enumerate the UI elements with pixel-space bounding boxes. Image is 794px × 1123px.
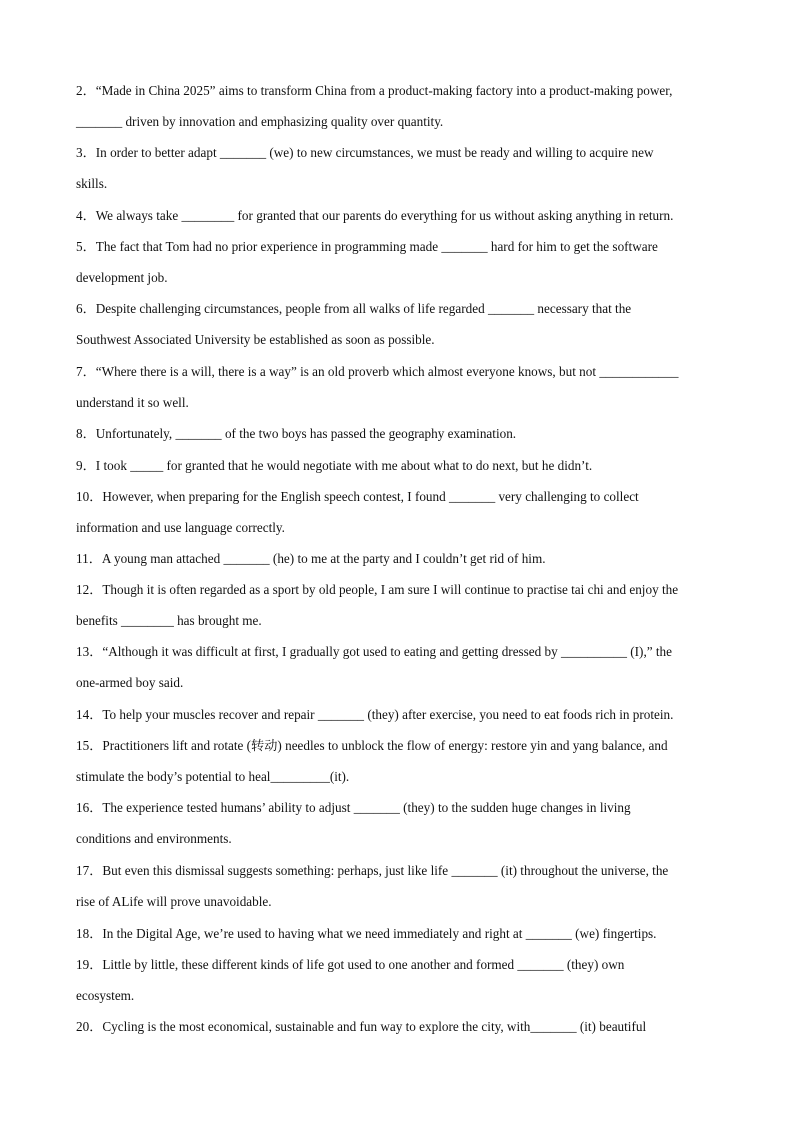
question-line: development job. <box>76 270 168 285</box>
question-line: 20．Cycling is the most economical, sustainable and fun way to explore the city, with_______ (it) beautiful <box>76 1019 647 1034</box>
question-line: 11．A young man attached _______ (he) to me at the party and I couldn’t get rid of him. <box>76 551 546 566</box>
question-item <box>76 1011 724 1042</box>
question-line: benefits ________ has brought me. <box>76 613 262 628</box>
question-line: 18．In the Digital Age, we’re used to having what we need immediately and right at _______ (we) fingertips. <box>76 926 657 941</box>
question-line: stimulate the body’s potential to heal_________(it). <box>76 769 350 784</box>
question-item <box>76 75 724 137</box>
question-line: 9．I took _____ for granted that he would negotiate with me about what to do next, but he didn’t. <box>76 458 593 473</box>
question-line: 5．The fact that Tom had no prior experience in programming made _______ hard for him to get the software <box>76 239 658 254</box>
question-line: 4．We always take ________ for granted that our parents do everything for us without asking anything in return. <box>76 208 674 223</box>
question-item <box>76 699 724 730</box>
question-line: rise of ALife will prove unavoidable. <box>76 894 272 909</box>
question-line: ecosystem. <box>76 988 135 1003</box>
question-line: 6．Despite challenging circumstances, people from all walks of life regarded _______ necessary that the <box>76 301 632 316</box>
question-line: 3．In order to better adapt _______ (we) to new circumstances, we must be ready and willing to acquire new <box>76 145 654 160</box>
question-item <box>76 855 724 917</box>
question-item <box>76 200 724 231</box>
question-item <box>76 792 724 854</box>
question-line: one-armed boy said. <box>76 675 184 690</box>
question-line: 19．Little by little, these different kinds of life got used to one another and formed _______ (they) own <box>76 957 625 972</box>
question-item <box>76 730 724 792</box>
question-line: 17．But even this dismissal suggests something: perhaps, just like life _______ (it) throughout the universe, the <box>76 863 669 878</box>
question-item <box>76 450 724 481</box>
question-line: 10．However, when preparing for the English speech contest, I found _______ very challenging to collect <box>76 489 639 504</box>
question-line: 13．“Although it was difficult at first, I gradually got used to eating and getting dressed by __________ (I),” the <box>76 644 672 659</box>
question-item <box>76 231 724 293</box>
question-line: _______ driven by innovation and emphasizing quality over quantity. <box>76 114 444 129</box>
question-item <box>76 636 724 698</box>
question-line: 7．“Where there is a will, there is a way” is an old proverb which almost everyone knows, but not ____________ <box>76 364 679 379</box>
question-line: conditions and environments. <box>76 831 232 846</box>
question-line: 16．The experience tested humans’ ability to adjust _______ (they) to the sudden huge changes in living <box>76 800 631 815</box>
question-line: understand it so well. <box>76 395 189 410</box>
question-line: 14．To help your muscles recover and repair _______ (they) after exercise, you need to eat foods rich in protein. <box>76 707 674 722</box>
question-line: information and use language correctly. <box>76 520 285 535</box>
question-line: 15．Practitioners lift and rotate (转动) needles to unblock the flow of energy: restore yin and yang balance, and <box>76 738 668 753</box>
question-line: 8．Unfortunately, _______ of the two boys has passed the geography examination. <box>76 426 517 441</box>
question-item <box>76 137 724 199</box>
question-line: 12．Though it is often regarded as a sport by old people, I am sure I will continue to practise tai chi and enjoy the <box>76 582 679 597</box>
question-item <box>76 574 724 636</box>
question-line: skills. <box>76 176 108 191</box>
question-item <box>76 481 724 543</box>
question-item <box>76 949 724 1011</box>
question-item <box>76 293 724 355</box>
question-item <box>76 543 724 574</box>
question-line: 2．“Made in China 2025” aims to transform China from a product-making factory into a product-making power, <box>76 83 673 98</box>
question-item <box>76 356 724 418</box>
question-item <box>76 918 724 949</box>
question-line: Southwest Associated University be established as soon as possible. <box>76 332 435 347</box>
question-item <box>76 418 724 449</box>
